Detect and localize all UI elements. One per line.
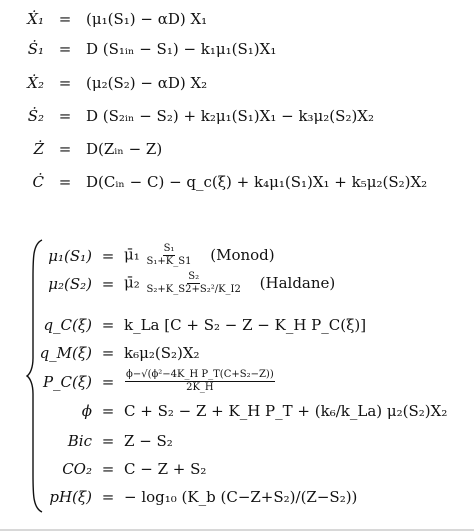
ode-row-c: [0, 173, 427, 191]
ode-row-s1: [0, 40, 276, 58]
equals-sign: =: [101, 460, 115, 478]
rhs: C + S₂ − Z + K_H P_T + (k₆/k_La) μ₂(S₂)X₂: [124, 402, 448, 420]
ode-lhs: Ż: [33, 140, 44, 158]
equals-sign: =: [58, 107, 72, 125]
ode-row-z: [0, 140, 162, 158]
ode-rhs: (μ₂(S₂) − αD) X₂: [86, 74, 208, 92]
equals-sign: =: [58, 40, 72, 58]
row-pc: [18, 370, 276, 393]
row-mu1: [18, 244, 275, 267]
equals-sign: =: [58, 140, 72, 158]
lhs: q_M(ξ): [39, 344, 92, 362]
rhs: [124, 272, 335, 295]
ode-rhs: D(Cᵢₙ − C) − q_c(ξ) + k₄μ₁(S₁)X₁ + k₅μ₂(S₂)X₂: [86, 173, 428, 191]
lhs: P_C(ξ): [42, 372, 92, 391]
row-co2: [18, 460, 206, 478]
row-phi: [18, 402, 447, 420]
lhs: Bic: [67, 432, 92, 450]
equals-sign: =: [58, 10, 72, 28]
fraction-numerator: S₁: [163, 243, 175, 254]
equals-sign: =: [101, 274, 115, 293]
mu-bar: μ̄₁: [124, 245, 140, 264]
fraction-numerator: S₂: [188, 271, 200, 282]
lhs: pH(ξ): [49, 488, 92, 506]
fraction: [146, 244, 193, 267]
rhs: k₆μ₂(S₂)X₂: [124, 344, 200, 362]
fraction-numerator: ϕ−√(ϕ²−4K_H P_T(C+S₂−Z)): [126, 369, 274, 380]
lhs: ϕ: [81, 402, 92, 420]
equals-sign: =: [101, 402, 115, 420]
ode-rhs: (μ₁(S₁) − αD) X₁: [86, 10, 208, 28]
ode-rhs: D (S₁ᵢₙ − S₁) − k₁μ₁(S₁)X₁: [86, 40, 277, 58]
rhs: − log₁₀ (K_b (C−Z+S₂)/(Z−S₂)): [124, 488, 358, 506]
ode-lhs: Ċ: [32, 173, 44, 191]
row-mu2: [18, 272, 335, 295]
ode-row-x2: [0, 74, 207, 92]
ode-lhs: Ẋ₁: [27, 10, 44, 28]
ode-lhs: Ṡ₂: [27, 107, 44, 125]
row-qc: [18, 316, 366, 334]
fraction-denominator: S₁+K_S1: [146, 256, 192, 267]
equals-sign: =: [101, 372, 115, 391]
model-note: (Haldane): [259, 273, 336, 292]
rhs: C − Z + S₂: [124, 460, 207, 478]
fraction: [125, 370, 275, 393]
equals-sign: =: [101, 432, 115, 450]
lhs: q_C(ξ): [43, 316, 92, 334]
lhs: μ₁(S₁): [48, 246, 92, 265]
equals-sign: =: [101, 246, 115, 265]
model-note: (Monod): [210, 245, 275, 264]
mu-bar: μ̄₂: [124, 273, 140, 292]
row-qm: [18, 344, 200, 362]
equals-sign: =: [101, 488, 115, 506]
row-bic: [18, 432, 173, 450]
rhs: k_La [C + S₂ − Z − K_H P_C(ξ)]: [124, 316, 367, 334]
ode-rhs: D(Zᵢₙ − Z): [86, 140, 163, 158]
ode-lhs: Ṡ₁: [27, 40, 44, 58]
equals-sign: =: [101, 316, 115, 334]
ode-row-x1: [0, 10, 207, 28]
lhs: CO₂: [62, 460, 92, 478]
equals-sign: =: [58, 173, 72, 191]
ode-row-s2: [0, 107, 374, 125]
fraction: [146, 272, 242, 295]
fraction-denominator: S₂+K_S2+S₂²/K_I2: [146, 284, 241, 295]
lhs: μ₂(S₂): [48, 274, 92, 293]
rhs: [124, 244, 275, 267]
fraction-denominator: 2K_H: [186, 382, 214, 393]
equals-sign: =: [58, 74, 72, 92]
equals-sign: =: [101, 344, 115, 362]
rhs: [124, 370, 276, 393]
rhs: Z − S₂: [124, 432, 173, 450]
ode-lhs: Ẋ₂: [27, 74, 44, 92]
row-ph: [18, 488, 357, 506]
ode-rhs: D (S₂ᵢₙ − S₂) + k₂μ₁(S₁)X₁ − k₃μ₂(S₂)X₂: [86, 107, 374, 125]
